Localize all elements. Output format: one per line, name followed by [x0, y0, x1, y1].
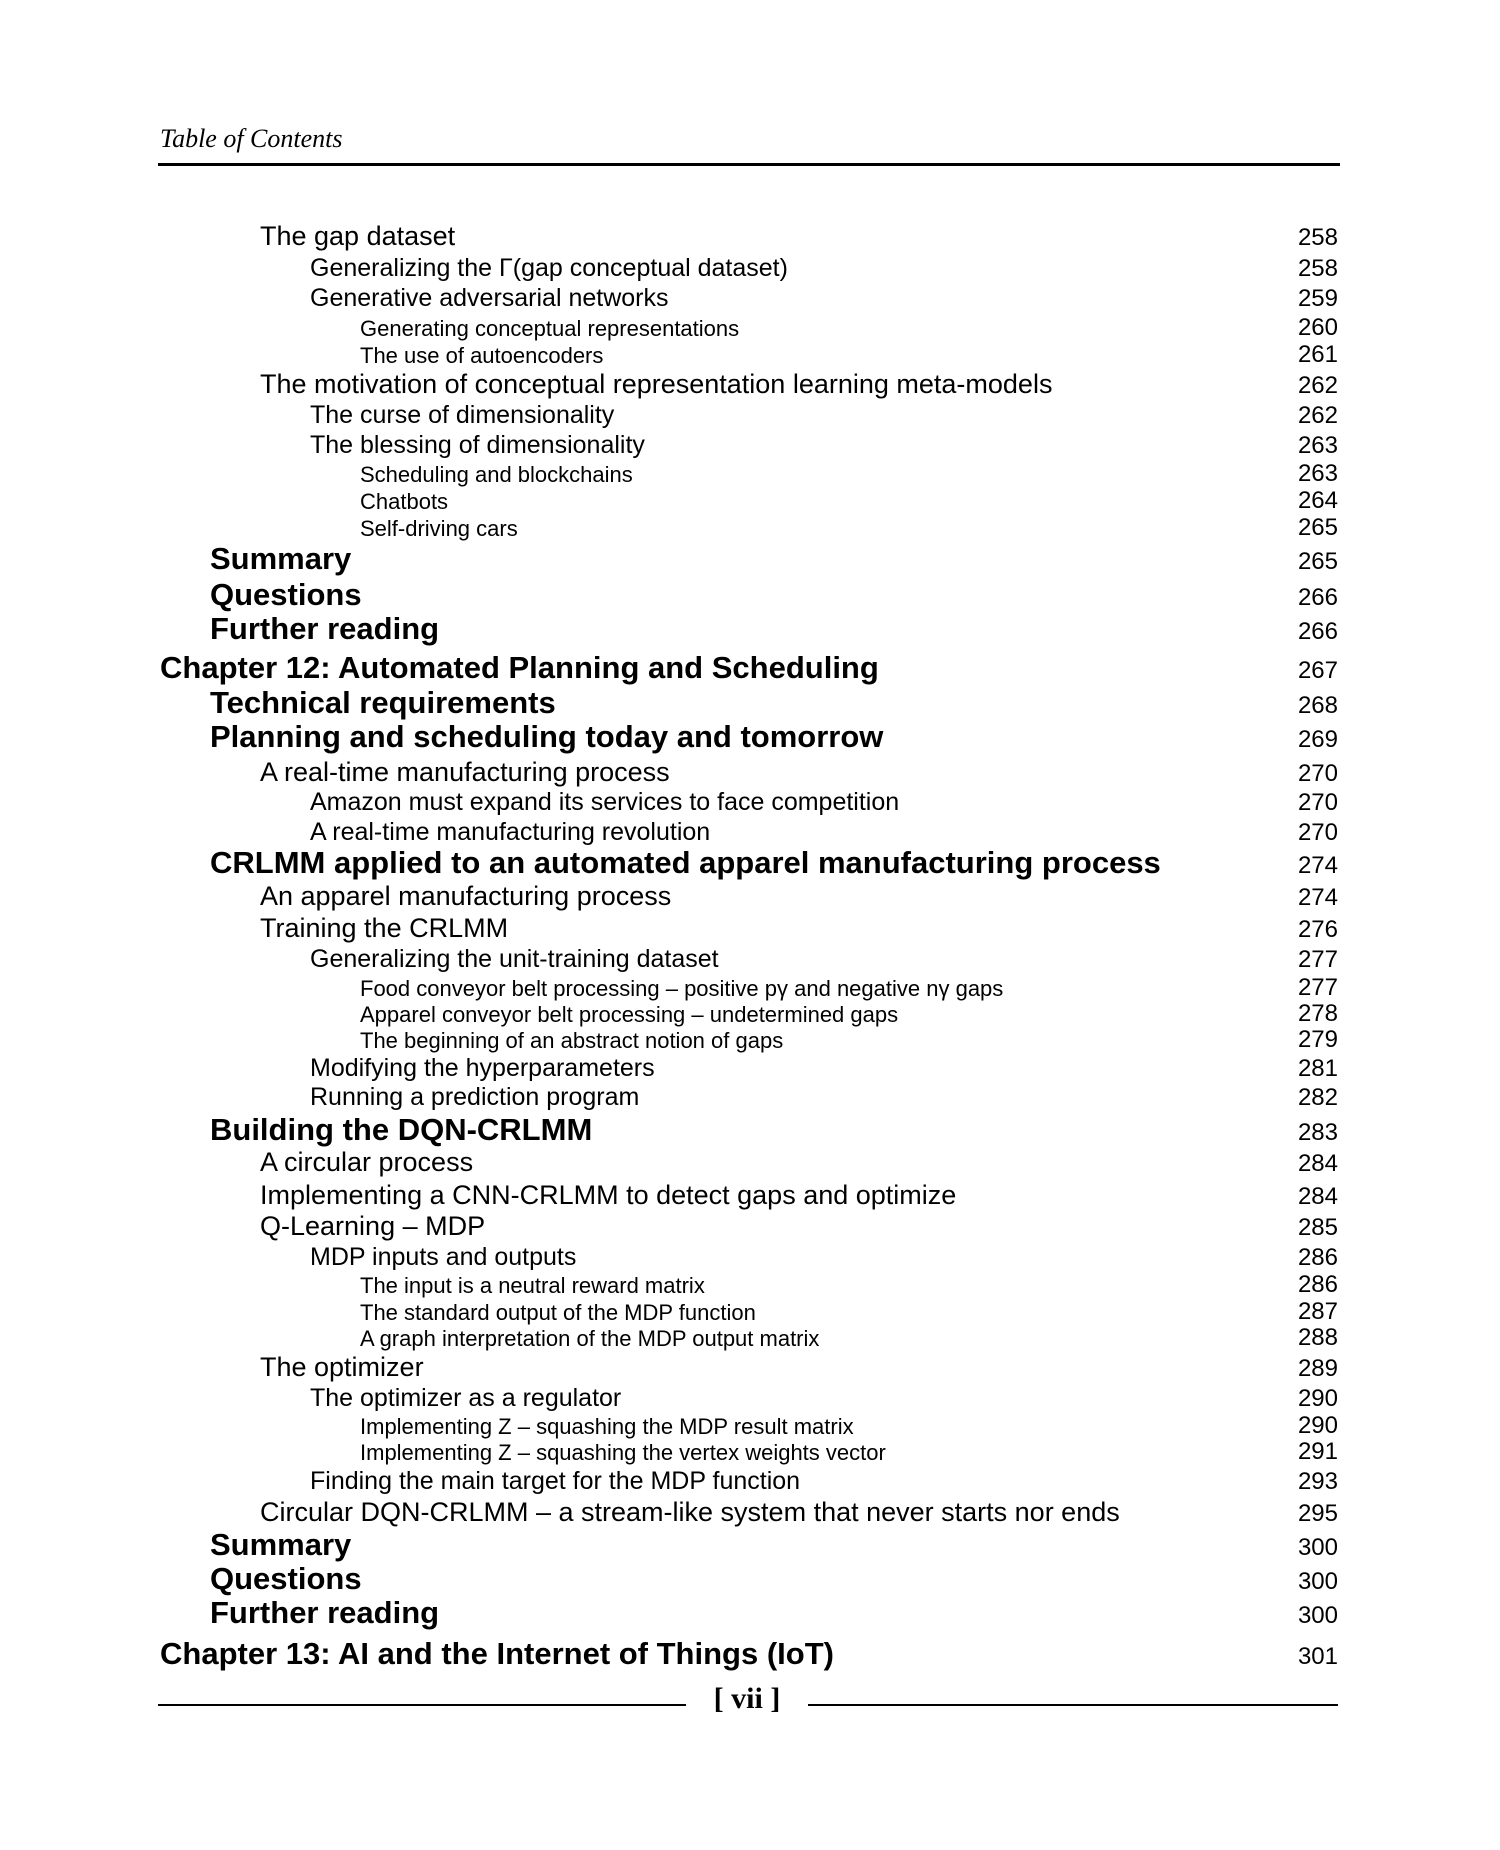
toc-entry-page[interactable]: 269 — [1297, 726, 1338, 753]
toc-entry-page[interactable]: 265 — [1297, 548, 1338, 575]
toc-entry-page[interactable]: 277 — [1297, 946, 1338, 973]
toc-entry[interactable] — [0, 460, 1500, 487]
toc-entry-title[interactable]: Summary — [210, 541, 352, 576]
toc-entry-page[interactable]: 286 — [1297, 1244, 1338, 1271]
toc-entry-title[interactable]: Planning and scheduling today and tomorrow — [210, 719, 884, 754]
running-header: Table of Contents — [160, 124, 343, 153]
toc-entry[interactable] — [0, 369, 1500, 399]
toc-entry-title[interactable]: MDP inputs and outputs — [310, 1243, 577, 1271]
toc-entry[interactable] — [0, 974, 1500, 1001]
toc-entry-title[interactable]: Implementing Z – squashing the vertex weights vector — [360, 1440, 886, 1465]
toc-entry-title[interactable]: Food conveyor belt processing – positive pγ and negative nγ gaps — [360, 976, 1004, 1001]
toc-entry-title[interactable]: The optimizer as a regulator — [310, 1384, 622, 1412]
toc-entry-page[interactable]: 264 — [1297, 487, 1338, 514]
toc-entry-page[interactable]: 295 — [1297, 1500, 1338, 1527]
toc-entry-page[interactable]: 279 — [1297, 1026, 1338, 1053]
toc-entry[interactable] — [0, 577, 1500, 612]
toc-entry-title[interactable]: Generating conceptual representations — [360, 316, 740, 341]
toc-entry-page[interactable]: 290 — [1297, 1385, 1338, 1412]
toc-entry-page[interactable]: 300 — [1297, 1568, 1338, 1595]
toc-entry-page[interactable]: 285 — [1297, 1214, 1338, 1241]
toc-entry-title[interactable]: Chapter 12: Automated Planning and Scheduling — [160, 650, 879, 685]
toc-entry[interactable] — [0, 487, 1500, 514]
toc-entry-page[interactable]: 258 — [1297, 255, 1338, 282]
toc-entry[interactable] — [0, 1000, 1500, 1027]
toc-entry[interactable] — [0, 650, 1500, 685]
toc-entry-title[interactable]: Technical requirements — [210, 685, 556, 720]
toc-entry-page[interactable]: 266 — [1297, 618, 1338, 645]
toc-entry[interactable] — [0, 757, 1500, 787]
toc-entry-title[interactable]: A circular process — [260, 1147, 474, 1177]
toc-entry[interactable] — [0, 1467, 1500, 1495]
toc-entry-page[interactable]: 262 — [1297, 402, 1338, 429]
toc-entry-page[interactable]: 278 — [1297, 1000, 1338, 1027]
toc-entry-page[interactable]: 263 — [1297, 432, 1338, 459]
toc-entry-page[interactable]: 270 — [1297, 819, 1338, 846]
toc-entry-page[interactable]: 263 — [1297, 460, 1338, 487]
toc-entry[interactable] — [0, 314, 1500, 341]
toc-entry[interactable] — [0, 254, 1500, 282]
toc-entry[interactable] — [0, 913, 1500, 943]
toc-entry[interactable] — [0, 818, 1500, 846]
toc-entry-page[interactable]: 267 — [1297, 657, 1338, 684]
toc-entry-page[interactable]: 265 — [1297, 514, 1338, 541]
toc-entry-page[interactable]: 288 — [1297, 1324, 1338, 1351]
toc-entry[interactable] — [0, 284, 1500, 312]
footer-rule-left — [158, 1704, 686, 1706]
toc-entry-page[interactable]: 270 — [1297, 789, 1338, 816]
toc-entry[interactable] — [0, 1527, 1500, 1562]
toc-entry[interactable] — [0, 1083, 1500, 1111]
toc-entry-title[interactable]: Implementing Z – squashing the MDP result matrix — [360, 1414, 854, 1439]
toc-entry-page[interactable]: 293 — [1297, 1468, 1338, 1495]
toc-entry-page[interactable]: 270 — [1297, 760, 1338, 787]
toc-entry-page[interactable]: 268 — [1297, 692, 1338, 719]
toc-entry[interactable] — [0, 1054, 1500, 1082]
toc-entry-page[interactable]: 260 — [1297, 314, 1338, 341]
toc-entry-title[interactable]: Self-driving cars — [360, 516, 518, 541]
toc-entry[interactable] — [0, 1271, 1500, 1298]
toc-entry[interactable] — [0, 1412, 1500, 1439]
toc-entry[interactable] — [0, 401, 1500, 429]
toc-entry-title[interactable]: The use of autoencoders — [360, 343, 604, 368]
toc-entry[interactable] — [0, 881, 1500, 911]
toc-entry-title[interactable]: Generative adversarial networks — [310, 284, 669, 312]
toc-entry-title[interactable]: The blessing of dimensionality — [310, 431, 645, 459]
toc-entry-page[interactable]: 277 — [1297, 974, 1338, 1001]
toc-entry-title[interactable]: The input is a neutral reward matrix — [360, 1273, 705, 1298]
toc-entry-title[interactable]: The standard output of the MDP function — [360, 1300, 756, 1325]
toc-entry-title[interactable]: The beginning of an abstract notion of gaps — [360, 1028, 784, 1053]
toc-entry-page[interactable]: 274 — [1297, 852, 1338, 879]
toc-entry-title[interactable]: Generalizing the Γ(gap conceptual dataset) — [310, 254, 788, 282]
toc-entry[interactable] — [0, 788, 1500, 816]
toc-entry[interactable] — [0, 611, 1500, 646]
page-number: [ vii ] — [713, 1682, 781, 1715]
toc-entry-title[interactable]: Questions — [210, 577, 362, 612]
toc-entry[interactable] — [0, 719, 1500, 754]
toc-entry[interactable] — [0, 1243, 1500, 1271]
toc-entry-page[interactable]: 259 — [1297, 285, 1338, 312]
toc-entry-title[interactable]: A real-time manufacturing revolution — [310, 818, 711, 846]
footer-rule-right — [808, 1704, 1338, 1706]
toc-entry[interactable] — [0, 1561, 1500, 1596]
toc-entry-page[interactable]: 276 — [1297, 916, 1338, 943]
toc-entry-title[interactable]: Chatbots — [360, 489, 449, 514]
toc-entry-title[interactable]: Building the DQN-CRLMM — [210, 1112, 593, 1147]
toc-entry-page[interactable]: 300 — [1297, 1534, 1338, 1561]
toc-entry-page[interactable]: 287 — [1297, 1298, 1338, 1325]
toc-entry-page[interactable]: 291 — [1297, 1438, 1338, 1465]
toc-entry-title[interactable]: Implementing a CNN-CRLMM to detect gaps and optimize — [260, 1180, 957, 1210]
toc-entry-title[interactable]: An apparel manufacturing process — [260, 881, 672, 911]
toc-entry-title[interactable]: Further reading — [210, 1595, 440, 1630]
toc-entry-page[interactable]: 262 — [1297, 372, 1338, 399]
toc-entry[interactable] — [0, 1636, 1500, 1671]
toc-entry-title[interactable]: Running a prediction program — [310, 1083, 640, 1111]
toc-entry-page[interactable]: 286 — [1297, 1271, 1338, 1298]
toc-entry-page[interactable]: 258 — [1297, 224, 1338, 251]
toc-entry-title[interactable]: The gap dataset — [260, 221, 456, 251]
toc-entry[interactable] — [0, 1026, 1500, 1053]
toc-entry-title[interactable]: Chapter 13: AI and the Internet of Things (IoT) — [160, 1636, 834, 1671]
toc-entry-page[interactable]: 289 — [1297, 1355, 1338, 1382]
toc-entry-title[interactable]: A graph interpretation of the MDP output matrix — [360, 1326, 820, 1351]
toc-entry-page[interactable]: 301 — [1297, 1643, 1338, 1670]
toc-entry[interactable] — [0, 1595, 1500, 1630]
toc-entry[interactable] — [0, 1112, 1500, 1147]
toc-entry[interactable] — [0, 1211, 1500, 1241]
toc-entry[interactable] — [0, 1180, 1500, 1210]
toc-entry[interactable] — [0, 1147, 1500, 1177]
toc-entry[interactable] — [0, 341, 1500, 368]
toc-entry-title[interactable]: Apparel conveyor belt processing – undetermined gaps — [360, 1002, 899, 1027]
toc-entry-title[interactable]: Further reading — [210, 611, 440, 646]
toc-entry-title[interactable]: A real-time manufacturing process — [260, 757, 670, 787]
toc-entry[interactable] — [0, 1298, 1500, 1325]
toc-entry[interactable] — [0, 1497, 1500, 1527]
toc-entry-page[interactable]: 274 — [1297, 884, 1338, 911]
toc-entry[interactable] — [0, 541, 1500, 576]
toc-entry-title[interactable]: Questions — [210, 1561, 362, 1596]
toc-entry-page[interactable]: 284 — [1297, 1183, 1338, 1210]
toc-entry-page[interactable]: 290 — [1297, 1412, 1338, 1439]
toc-entry-title[interactable]: CRLMM applied to an automated apparel manufacturing process — [210, 845, 1161, 880]
toc-entry-title[interactable]: Training the CRLMM — [260, 913, 509, 943]
toc-entry-title[interactable]: Scheduling and blockchains — [360, 462, 633, 487]
toc-entry[interactable] — [0, 514, 1500, 541]
toc-entry-title[interactable]: The curse of dimensionality — [310, 401, 615, 429]
toc-entry[interactable] — [0, 685, 1500, 720]
toc-entry-title[interactable]: Amazon must expand its services to face competition — [310, 788, 900, 816]
toc-entry-page[interactable]: 266 — [1297, 584, 1338, 611]
toc-entry-title[interactable]: Generalizing the unit-training dataset — [310, 945, 719, 973]
toc-entry-title[interactable]: Finding the main target for the MDP function — [310, 1467, 801, 1495]
toc-entry-title[interactable]: The motivation of conceptual representation learning meta-models — [260, 369, 1053, 399]
toc-entry[interactable] — [0, 945, 1500, 973]
toc-entry-title[interactable]: Circular DQN-CRLMM – a stream-like system that never starts nor ends — [260, 1497, 1120, 1527]
toc-entry-title[interactable]: Q-Learning – MDP — [260, 1211, 486, 1241]
toc-entry-page[interactable]: 261 — [1297, 341, 1338, 368]
toc-entry-page[interactable]: 284 — [1297, 1150, 1338, 1177]
toc-entry[interactable] — [0, 1438, 1500, 1465]
toc-entry-page[interactable]: 281 — [1297, 1055, 1338, 1082]
toc-entry-title[interactable]: Summary — [210, 1527, 352, 1562]
toc-entry[interactable] — [0, 1352, 1500, 1382]
toc-entry[interactable] — [0, 845, 1500, 880]
toc-entry-page[interactable]: 283 — [1297, 1119, 1338, 1146]
toc-entry-page[interactable]: 282 — [1297, 1084, 1338, 1111]
toc-entry[interactable] — [0, 431, 1500, 459]
toc-entry[interactable] — [0, 1384, 1500, 1412]
toc-entry-page[interactable]: 300 — [1297, 1602, 1338, 1629]
toc-entry-title[interactable]: Modifying the hyperparameters — [310, 1054, 655, 1082]
toc-entry-title[interactable]: The optimizer — [260, 1352, 424, 1382]
toc-entry[interactable] — [0, 1324, 1500, 1351]
toc-entry[interactable] — [0, 221, 1500, 251]
